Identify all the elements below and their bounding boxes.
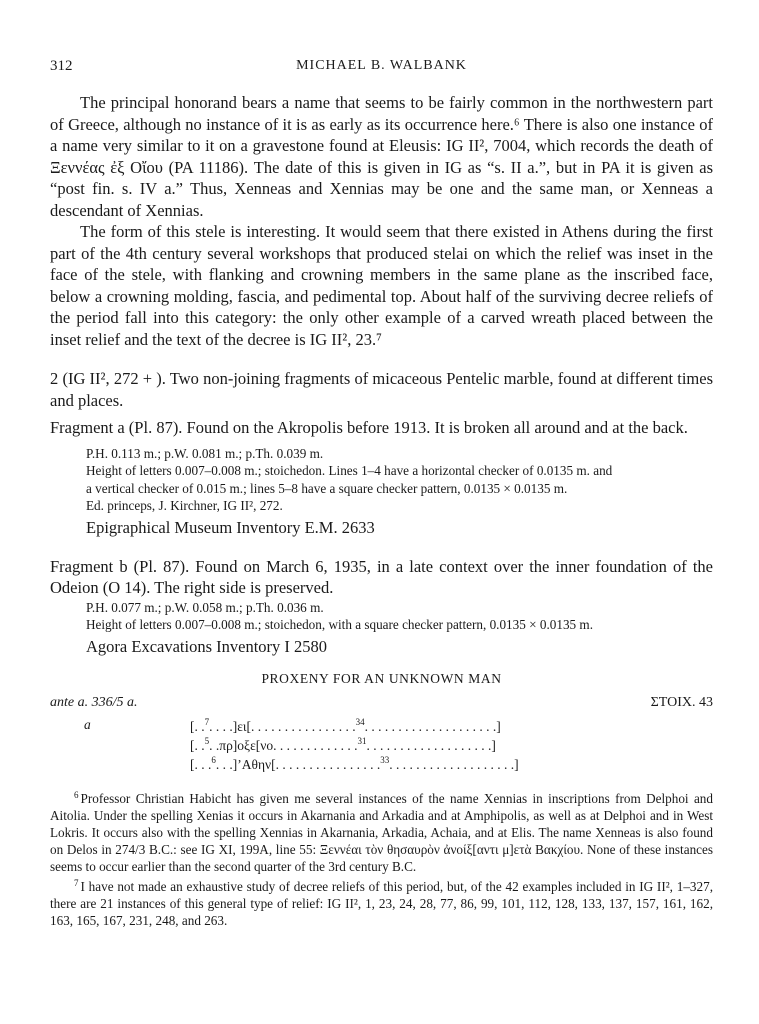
section-title: PROXENY FOR AN UNKNOWN MAN <box>261 671 502 687</box>
inscription-text <box>50 715 713 775</box>
running-head: MICHAEL B. WALBANK <box>296 58 467 73</box>
footnote-7: $^7$ I have not made an exhaustive study of decree reliefs of this period, but, of the 42 examples included in IG II², 1–327, there are 21 instances of this general type of relief: IG II², 1, 23, 24, 28, 77, 86, 99, 101, 112, 128, 133, 137, 157, 161, 162, 163, 165, 167, 231, 248, and 263. <box>50 878 713 929</box>
fragment-a-detail: P.H. 0.113 m.; p.W. 0.081 m.; p.Th. 0.039 m. <box>86 445 324 461</box>
fragment-b-intro: Fragment b (Pl. 87). Found on March 6, 1935, in a late context over the inner foundation of the Odeion (O 14). The right side is preserved. <box>50 556 713 598</box>
fragment-b-detail: P.H. 0.077 m.; p.W. 0.058 m.; p.Th. 0.036 m. <box>86 599 324 615</box>
page-number: 312 <box>50 58 73 74</box>
paragraph-stele-form: The form of this stele is interesting. It would seem that there existed in Athens during the first part of the 4th century several workshops that produced stelai on which the relief was inset in the face of the stele, with flanking and crowning members in the same plane as the inscribed face, below a crowning molding, fascia, and pedimental top. About half of the surviving decree reliefs of the period fall into this category: the only other example of a carved wreath placed between the inset relief and the text of the decree is IG II², 23.⁷ <box>50 222 713 349</box>
inscription-fragment-label: a <box>84 717 91 733</box>
inscription-line: [. . .$^6$. . .]’Αθην[. . . . . . . . . . . . . . . .$^{33}$. . . . . . . . . . . . . . . . . . .] <box>190 755 519 773</box>
entry-heading: 2 (IG II², 272 + ). Two non-joining fragments of micaceous Pentelic marble, found at different times and places. <box>50 369 713 410</box>
dating: ante a. 336/5 a. <box>50 695 138 711</box>
dating-row <box>50 693 713 715</box>
fragment-b-inventory: Agora Excavations Inventory I 2580 <box>86 637 328 657</box>
fragment-a-inventory: Epigraphical Museum Inventory E.M. 2633 <box>86 517 375 537</box>
fragment-a-intro: Fragment a (Pl. 87). Found on the Akropolis before 1913. It is broken all around and at the back. <box>50 418 688 437</box>
inscription-line: [. .$^5$. .πρ]οξε[νο. . . . . . . . . . . . .$^{31}$. . . . . . . . . . . . . . . . . . .] <box>190 736 496 754</box>
page-header <box>50 58 713 78</box>
fragment-b-detail: Height of letters 0.007–0.008 m.; stoichedon, with a square checker pattern, 0.0135 × 0.0135 m. <box>86 617 593 633</box>
fragment-a-detail: a vertical checker of 0.015 m.; lines 5–8 have a square checker pattern, 0.0135 × 0.0135 m. <box>86 480 568 496</box>
stoichedon-count: ΣΤΟΙΧ. 43 <box>650 695 713 711</box>
paragraph-honorand: The principal honorand bears a name that seems to be fairly common in the northwestern part of Greece, although no instance of it is as early as its occurrence here.⁶ There is also one instance of a name very similar to it on a gravestone found at Eleusis: IG II², 7004, which records the death of Ξεννέας ἐξ Οἴου (PA 11186). The date of this is given in IG as “s. II a.”, but in PA it is given as “post fin. s. IV a.” Thus, Xenneas and Xennias may be one and the same man, or Xenneas a descendant of Xennias. <box>50 93 713 220</box>
fragment-a-detail: Ed. princeps, J. Kirchner, IG II², 272. <box>86 498 283 514</box>
footnote-6: $^6$ Professor Christian Habicht has given me several instances of the name Xennias in inscriptions from Delphoi and Aitolia. Under the spelling Xenias it occurs in Akarnania and Arkadia and at Amphipolis, as well as at Delphoi and in West Lokris. It occurs also with the spelling Xennias in Akarnania, Arkadia, Achaia, and at Elis. The name Xenneas is also found on Delos in 274/3 B.C.: see IG XI, 199A, line 55: Ξεννέαι τὸν θησαυρὸν ἀνοίξ[αντι μ]ετὰ Βακχίου. None of these instances seems to occur earlier than the second quarter of the 3rd century B.C. <box>50 790 713 875</box>
inscription-line: [. .$^7$. . . .]ει[. . . . . . . . . . . . . . . .$^{34}$. . . . . . . . . . . . . . . . . . . .] <box>190 717 501 735</box>
main-text <box>50 92 713 929</box>
footnotes <box>50 787 713 929</box>
fragment-a-detail: Height of letters 0.007–0.008 m.; stoichedon. Lines 1–4 have a horizontal checker of 0.0135 m. and <box>86 463 613 479</box>
